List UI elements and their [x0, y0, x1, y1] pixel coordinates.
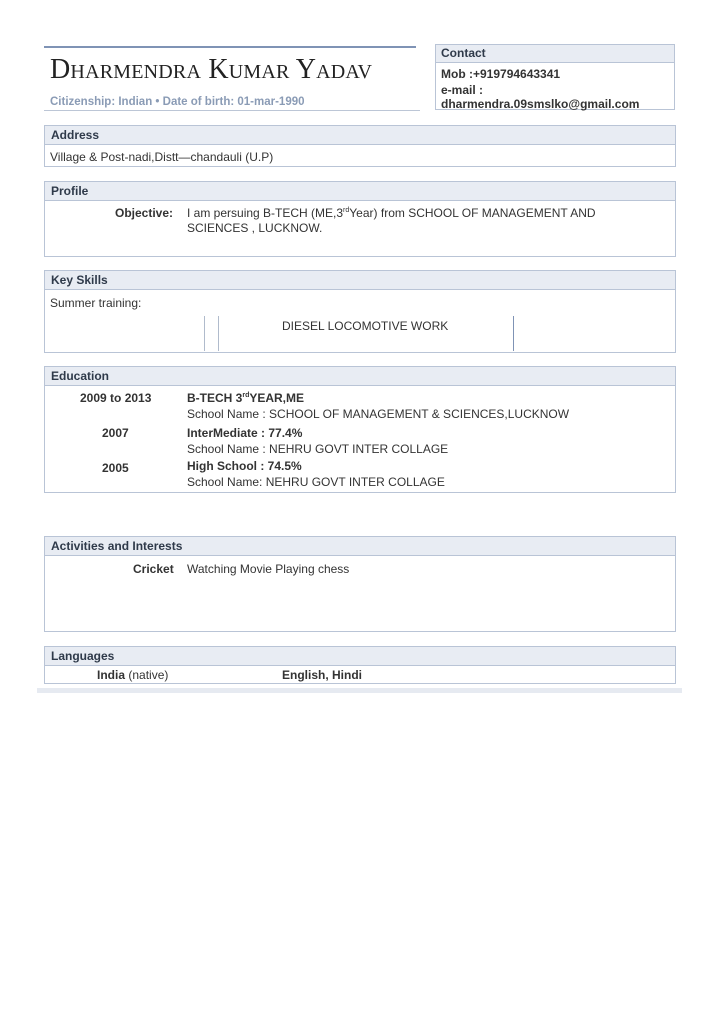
- edu-school-3: School Name: NEHRU GOVT INTER COLLAGE: [187, 475, 445, 489]
- skills-divider-3: [513, 316, 514, 351]
- profile-title: Profile: [45, 182, 675, 201]
- key-skills-section: [44, 270, 676, 353]
- summer-training-label: Summer training:: [50, 296, 142, 310]
- edu-school-2: School Name : NEHRU GOVT INTER COLLAGE: [187, 442, 449, 456]
- language-native: [97, 668, 168, 682]
- skills-divider-1: [204, 316, 205, 351]
- key-skills-title: Key Skills: [45, 271, 675, 290]
- languages-title: Languages: [45, 647, 675, 666]
- edu-school-1: School Name : SCHOOL OF MANAGEMENT & SCIENCES,LUCKNOW: [187, 407, 570, 421]
- header-top-rule: [44, 46, 416, 48]
- activities-section: [44, 536, 676, 632]
- contact-box: [435, 44, 675, 110]
- skills-divider-2: [218, 316, 219, 351]
- education-section: [44, 366, 676, 493]
- edu-years-3: 2005: [102, 461, 129, 475]
- objective-text-a: I am persuing B-TECH (ME,3: [187, 206, 344, 220]
- language-others: English, Hindi: [282, 668, 362, 682]
- language-note: (native): [128, 668, 169, 682]
- edu-degree-1-a: B-TECH 3: [187, 391, 243, 405]
- footer-rule: [37, 688, 682, 693]
- objective-text-b: Year) from SCHOOL OF MANAGEMENT AND: [349, 206, 596, 220]
- edu-years-1: 2009 to 2013: [80, 391, 152, 405]
- contact-email-label: e-mail :: [441, 83, 484, 97]
- edu-degree-2: InterMediate : 77.4%: [187, 426, 303, 440]
- edu-degree-1-sup: rd: [242, 392, 250, 399]
- contact-email[interactable]: dharmendra.09smslko@gmail.com: [441, 97, 640, 111]
- objective-line-2: SCIENCES , LUCKNOW.: [187, 221, 323, 235]
- address-title: Address: [45, 126, 675, 145]
- edu-degree-1: [187, 391, 304, 405]
- citizenship-dob: Citizenship: Indian • Date of birth: 01-mar-1990: [50, 96, 305, 108]
- objective-label: Objective:: [115, 206, 174, 220]
- edu-years-2: 2007: [102, 426, 129, 440]
- edu-degree-1-b: YEAR,ME: [249, 391, 305, 405]
- address-text: Village & Post-nadi,Distt—chandauli (U.P): [50, 150, 274, 164]
- edu-degree-3: High School : 74.5%: [187, 459, 302, 473]
- skill-item: DIESEL LOCOMOTIVE WORK: [282, 319, 449, 333]
- activity-others: Watching Movie Playing chess: [187, 562, 350, 576]
- objective-sup: rd: [343, 207, 350, 214]
- contact-mobile: Mob :+919794643341: [441, 67, 561, 81]
- activity-cricket: Cricket: [133, 562, 174, 576]
- candidate-name: Dharmendra Kumar Yadav: [50, 54, 373, 85]
- language-name: India: [97, 668, 126, 682]
- activities-title: Activities and Interests: [45, 537, 675, 556]
- education-title: Education: [45, 367, 675, 386]
- header-bottom-rule: [44, 110, 420, 111]
- contact-title: Contact: [436, 45, 674, 63]
- objective-line-1: [187, 206, 661, 220]
